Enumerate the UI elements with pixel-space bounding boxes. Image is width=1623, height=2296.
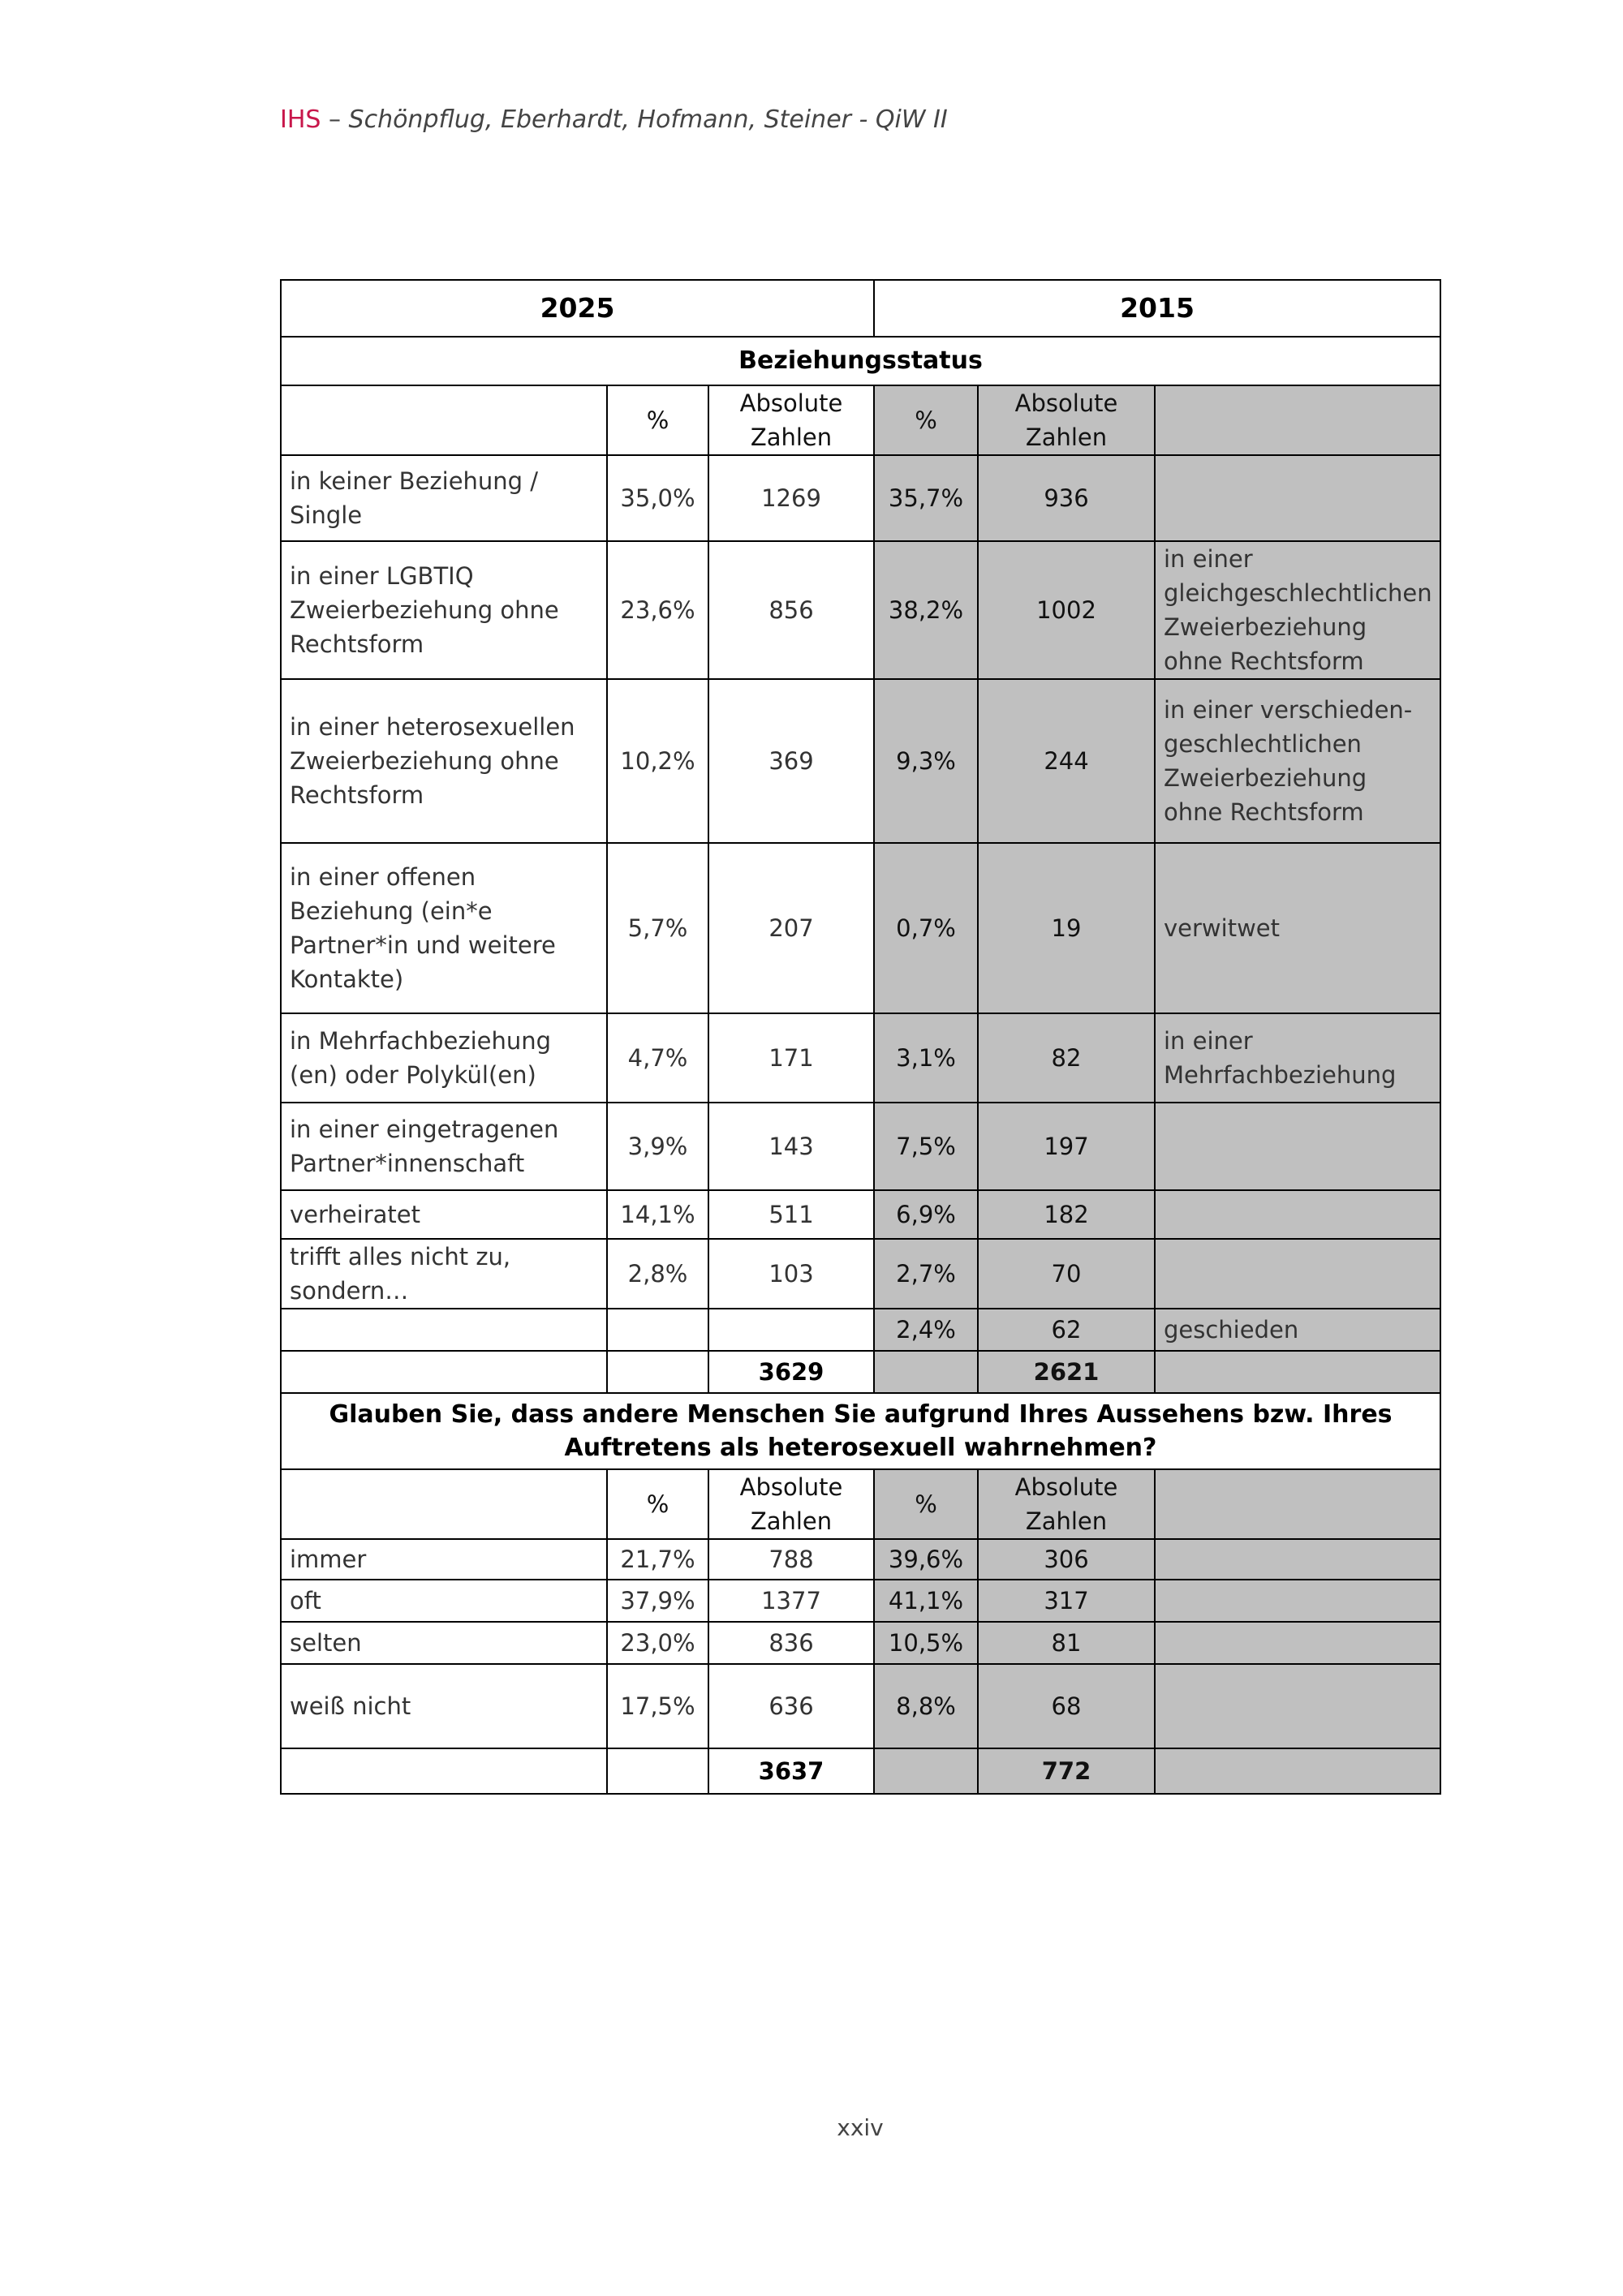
count-2015: 182 [978, 1190, 1155, 1239]
count-2015: 317 [978, 1580, 1155, 1622]
column-header-percent-2025: % [607, 385, 708, 455]
row-label: immer [281, 1539, 607, 1580]
total-percent-2025-empty [607, 1351, 708, 1393]
category-2015-note [1155, 455, 1440, 541]
percent-2015: 41,1% [874, 1580, 978, 1622]
percent-2025: 10,2% [607, 679, 708, 843]
total-row [281, 1748, 1440, 1794]
percent-2015: 6,9% [874, 1190, 978, 1239]
column-header-note [1155, 1469, 1440, 1539]
column-header-note [1155, 385, 1440, 455]
percent-2025: 2,8% [607, 1239, 708, 1309]
row-label: trifft alles nicht zu, sondern… [281, 1239, 607, 1309]
percent-2015: 3,1% [874, 1013, 978, 1103]
percent-2015: 7,5% [874, 1103, 978, 1190]
category-2015-note: geschieden [1155, 1309, 1440, 1351]
category-2015-note: in einer gleichgeschlechtlichen Zweierbeziehung ohne Rechtsform [1155, 541, 1440, 679]
percent-2025: 21,7% [607, 1539, 708, 1580]
count-2025: 171 [708, 1013, 874, 1103]
percent-2025: 5,7% [607, 843, 708, 1013]
count-2025: 103 [708, 1239, 874, 1309]
running-header [280, 104, 948, 136]
header-separator: – [321, 105, 349, 134]
header-authors: Schönpflug, Eberhardt, Hofmann, Steiner - QiW II [348, 105, 948, 134]
column-header-absolute-2025: Absolute Zahlen [708, 385, 874, 455]
row-label: in einer eingetragenen Partner*innenschaft [281, 1103, 607, 1190]
count-2025: 369 [708, 679, 874, 843]
percent-2025: 23,0% [607, 1622, 708, 1664]
table-row [281, 1580, 1440, 1622]
total-2015: 772 [978, 1748, 1155, 1794]
column-header-percent-2015: % [874, 1469, 978, 1539]
total-row [281, 1351, 1440, 1393]
count-2015: 62 [978, 1309, 1155, 1351]
count-2025: 207 [708, 843, 874, 1013]
total-label-empty [281, 1351, 607, 1393]
column-header-absolute-2015: Absolute Zahlen [978, 1469, 1155, 1539]
row-label: selten [281, 1622, 607, 1664]
total-2015: 2621 [978, 1351, 1155, 1393]
year-header-row [281, 280, 1440, 337]
percent-2025: 14,1% [607, 1190, 708, 1239]
count-2015: 197 [978, 1103, 1155, 1190]
total-percent-2015-empty [874, 1351, 978, 1393]
count-2015: 82 [978, 1013, 1155, 1103]
page-number: xxiv [837, 2114, 884, 2141]
table-row [281, 1239, 1440, 1309]
total-percent-2015-empty [874, 1748, 978, 1794]
table-row [281, 679, 1440, 843]
total-label-empty [281, 1748, 607, 1794]
column-header-row [281, 385, 1440, 455]
table-row [281, 1013, 1440, 1103]
column-header-percent-2015: % [874, 385, 978, 455]
percent-2025: 4,7% [607, 1013, 708, 1103]
table-row [281, 1622, 1440, 1664]
year-2025-header: 2025 [281, 280, 874, 337]
column-header-absolute-2025: Absolute Zahlen [708, 1469, 874, 1539]
percent-2015: 35,7% [874, 455, 978, 541]
percent-2015: 9,3% [874, 679, 978, 843]
count-2025: 143 [708, 1103, 874, 1190]
row-label: weiß nicht [281, 1664, 607, 1748]
category-2015-note: verwitwet [1155, 843, 1440, 1013]
category-2015-note [1155, 1239, 1440, 1309]
percent-2015: 2,7% [874, 1239, 978, 1309]
count-2015: 1002 [978, 541, 1155, 679]
percent-2025: 3,9% [607, 1103, 708, 1190]
category-2015-note: in einer Mehrfachbeziehung [1155, 1013, 1440, 1103]
count-2015: 19 [978, 843, 1155, 1013]
table-row [281, 455, 1440, 541]
table-row [281, 1190, 1440, 1239]
count-2015: 936 [978, 455, 1155, 541]
section-title-row [281, 337, 1440, 385]
table-row [281, 1309, 1440, 1351]
comparison-table [280, 279, 1441, 1795]
count-2015: 81 [978, 1622, 1155, 1664]
total-percent-2025-empty [607, 1748, 708, 1794]
category-2015-note [1155, 1103, 1440, 1190]
category-2015-note: in einer verschieden-geschlechtlichen Zweierbeziehung ohne Rechtsform [1155, 679, 1440, 843]
count-2025: 511 [708, 1190, 874, 1239]
count-2025: 856 [708, 541, 874, 679]
category-2015-note [1155, 1190, 1440, 1239]
question-row [281, 1393, 1440, 1469]
total-note-empty [1155, 1351, 1440, 1393]
section-title-beziehungsstatus: Beziehungsstatus [281, 337, 1440, 385]
count-2015: 70 [978, 1239, 1155, 1309]
column-header-empty [281, 385, 607, 455]
percent-2015: 8,8% [874, 1664, 978, 1748]
column-header-empty [281, 1469, 607, 1539]
total-2025: 3629 [708, 1351, 874, 1393]
percent-2015: 39,6% [874, 1539, 978, 1580]
table-row [281, 1103, 1440, 1190]
note-empty [1155, 1622, 1440, 1664]
percent-2025: 37,9% [607, 1580, 708, 1622]
percent-2015: 2,4% [874, 1309, 978, 1351]
percent-2015: 38,2% [874, 541, 978, 679]
count-2025: 836 [708, 1622, 874, 1664]
count-2015: 244 [978, 679, 1155, 843]
count-2015: 68 [978, 1664, 1155, 1748]
row-label [281, 1309, 607, 1351]
column-header-row [281, 1469, 1440, 1539]
total-note-empty [1155, 1748, 1440, 1794]
table-row [281, 1664, 1440, 1748]
note-empty [1155, 1580, 1440, 1622]
count-2025: 788 [708, 1539, 874, 1580]
count-2025: 636 [708, 1664, 874, 1748]
table-row [281, 1539, 1440, 1580]
total-2025: 3637 [708, 1748, 874, 1794]
row-label: oft [281, 1580, 607, 1622]
count-2015: 306 [978, 1539, 1155, 1580]
header-org: IHS [280, 105, 321, 134]
row-label: in keiner Beziehung / Single [281, 455, 607, 541]
count-2025: 1377 [708, 1580, 874, 1622]
percent-2025: 17,5% [607, 1664, 708, 1748]
percent-2025: 23,6% [607, 541, 708, 679]
column-header-percent-2025: % [607, 1469, 708, 1539]
row-label: in einer heterosexuellen Zweierbeziehung ohne Rechtsform [281, 679, 607, 843]
column-header-absolute-2015: Absolute Zahlen [978, 385, 1155, 455]
row-label: verheiratet [281, 1190, 607, 1239]
row-label: in einer offenen Beziehung (ein*e Partner*in und weitere Kontakte) [281, 843, 607, 1013]
row-label: in Mehrfachbeziehung (en) oder Polykül(en) [281, 1013, 607, 1103]
percent-2025: 35,0% [607, 455, 708, 541]
section-title-question: Glauben Sie, dass andere Menschen Sie aufgrund Ihres Aussehens bzw. Ihres Auftretens als heterosexuell wahrnehmen? [281, 1393, 1440, 1469]
year-2015-header: 2015 [874, 280, 1440, 337]
count-2025 [708, 1309, 874, 1351]
table-row [281, 843, 1440, 1013]
note-empty [1155, 1664, 1440, 1748]
table-row [281, 541, 1440, 679]
count-2025: 1269 [708, 455, 874, 541]
percent-2015: 10,5% [874, 1622, 978, 1664]
percent-2025 [607, 1309, 708, 1351]
percent-2015: 0,7% [874, 843, 978, 1013]
row-label: in einer LGBTIQ Zweierbeziehung ohne Rechtsform [281, 541, 607, 679]
note-empty [1155, 1539, 1440, 1580]
